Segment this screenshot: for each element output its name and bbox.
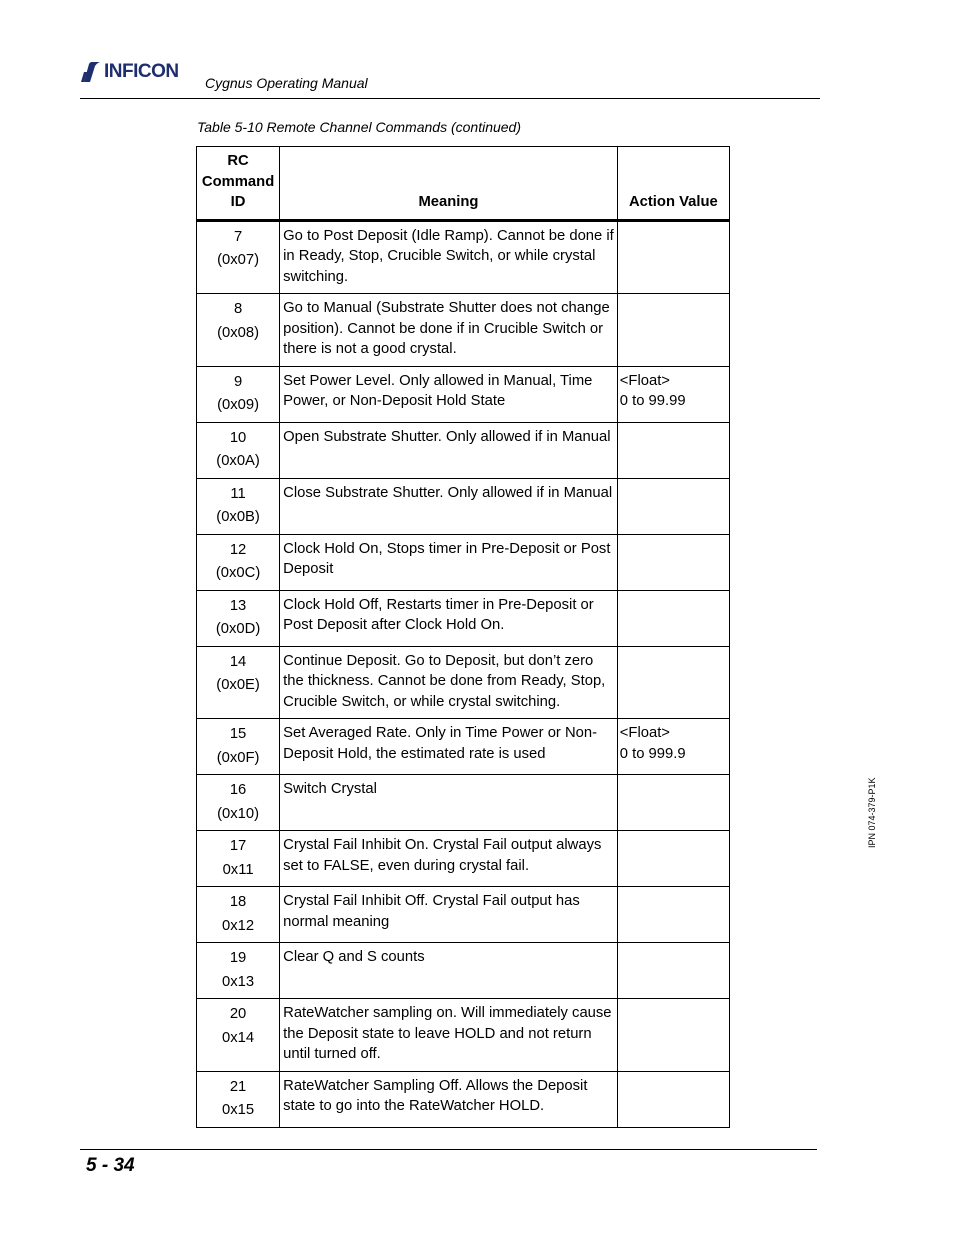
meaning-cell: Close Substrate Shutter. Only allowed if in Manual (280, 478, 618, 534)
header-id-line: RC (227, 153, 249, 169)
remote-channel-commands-table (196, 146, 730, 1128)
command-id-cell (197, 831, 280, 887)
action-value-cell (617, 719, 729, 775)
command-id: 7 (233, 228, 243, 245)
meaning-cell: Go to Manual (Substrate Shutter does not change position). Cannot be done if in Crucible Switch or there is not a good crystal. (280, 294, 618, 367)
command-hex-id: (0x10) (217, 805, 260, 822)
table-row (197, 646, 730, 719)
command-hex-id: (0x0A) (216, 453, 260, 469)
ipn-label: IPN 074-379-P1K (867, 777, 877, 848)
table-row (197, 775, 730, 831)
command-hex-id: (0x0D) (215, 621, 261, 637)
header-rc-command-id (197, 147, 280, 221)
meaning-cell: Set Averaged Rate. Only in Time Power or Non-Deposit Hold, the estimated rate is used (280, 719, 618, 775)
command-hex-id: (0x0F) (216, 749, 260, 766)
command-id: 12 (229, 541, 247, 558)
meaning-cell: RateWatcher Sampling Off. Allows the Deposit state to go into the RateWatcher HOLD. (280, 1071, 618, 1127)
command-id: 15 (229, 726, 247, 742)
command-id: 11 (230, 485, 246, 502)
meaning-cell: Crystal Fail Inhibit On. Crystal Fail output always set to FALSE, even during crystal fail. (280, 831, 618, 887)
command-id-cell (197, 534, 280, 590)
table-row (197, 220, 730, 294)
command-id-cell (197, 478, 280, 534)
command-id-cell (197, 943, 280, 999)
table-header-row (197, 147, 730, 221)
action-value-cell (617, 294, 729, 367)
action-value-type: <Float> (619, 725, 670, 741)
command-hex-id: 0x12 (222, 917, 255, 934)
footer-divider (80, 1149, 817, 1150)
action-value-cell (617, 590, 729, 646)
header-meaning: Meaning (280, 147, 618, 221)
inficon-logo-icon (80, 61, 102, 83)
page-number: 5 - 34 (86, 1155, 135, 1176)
meaning-cell: Clock Hold On, Stops timer in Pre-Deposit or Post Deposit (280, 534, 618, 590)
table-row (197, 719, 730, 775)
command-hex-id: 0x11 (222, 861, 254, 878)
command-id: 8 (233, 301, 243, 317)
table-row (197, 478, 730, 534)
command-id: 14 (229, 653, 247, 670)
header-divider (80, 98, 820, 99)
command-id-cell (197, 422, 280, 478)
command-id: 10 (229, 429, 247, 446)
command-id-cell (197, 887, 280, 943)
table-row (197, 294, 730, 367)
command-hex-id: (0x07) (217, 252, 260, 268)
command-id: 20 (229, 1006, 247, 1022)
table-row (197, 1071, 730, 1127)
table-row (197, 534, 730, 590)
command-hex-id: (0x09) (217, 397, 260, 413)
action-value-cell (617, 478, 729, 534)
meaning-cell: Crystal Fail Inhibit Off. Crystal Fail output has normal meaning (280, 887, 618, 943)
logo-text: INFICON (104, 61, 179, 82)
meaning-cell: Go to Post Deposit (Idle Ramp). Cannot be done if in Ready, Stop, Crucible Switch, or while crystal switching. (280, 220, 618, 294)
command-id: 21 (229, 1078, 247, 1095)
inficon-logo (80, 60, 179, 84)
action-value-cell (617, 646, 729, 719)
table-row (197, 366, 730, 422)
meaning-cell: RateWatcher sampling on. Will immediately cause the Deposit state to leave HOLD and not return until turned off. (280, 999, 618, 1072)
meaning-cell: Clear Q and S counts (280, 943, 618, 999)
action-value-cell (617, 1071, 729, 1127)
table-row (197, 590, 730, 646)
command-hex-id: 0x15 (222, 1102, 255, 1118)
action-value-cell (617, 999, 729, 1072)
command-id-cell (197, 366, 280, 422)
table-row (197, 887, 730, 943)
action-value-cell (617, 220, 729, 294)
action-value-type: <Float> (619, 372, 670, 389)
action-value-cell (617, 534, 729, 590)
command-hex-id: (0x08) (217, 324, 260, 341)
table-caption: Table 5-10 Remote Channel Commands (continued) (197, 119, 521, 135)
meaning-cell: Open Substrate Shutter. Only allowed if in Manual (280, 422, 618, 478)
command-hex-id: (0x0B) (216, 509, 260, 525)
command-id-cell (197, 999, 280, 1072)
command-id: 19 (229, 950, 247, 966)
meaning-cell: Switch Crystal (280, 775, 618, 831)
table-row (197, 999, 730, 1072)
action-value-cell (617, 366, 729, 422)
action-value-cell (617, 943, 729, 999)
command-id: 18 (229, 894, 247, 910)
command-hex-id: (0x0E) (216, 677, 260, 693)
command-id-cell (197, 294, 280, 367)
command-id-cell (197, 775, 280, 831)
header-id-line: ID (230, 194, 246, 210)
action-value-cell (617, 422, 729, 478)
command-id: 16 (229, 782, 247, 798)
command-id-cell (197, 220, 280, 294)
table-row (197, 422, 730, 478)
header-action-value: Action Value (617, 147, 729, 221)
action-value-range: 0 to 99.99 (619, 393, 686, 409)
command-id: 9 (233, 373, 243, 390)
command-id: 17 (229, 838, 247, 854)
meaning-cell: Set Power Level. Only allowed in Manual, Time Power, or Non-Deposit Hold State (280, 366, 618, 422)
command-id: 13 (229, 597, 247, 614)
meaning-cell: Continue Deposit. Go to Deposit, but don’t zero the thickness. Cannot be done from Ready, Stop, Crucible Switch, or while crystal switching. (280, 646, 618, 719)
command-id-cell (197, 1071, 280, 1127)
header-id-line: Command (201, 173, 275, 190)
table-row (197, 943, 730, 999)
command-id-cell (197, 590, 280, 646)
action-value-cell (617, 887, 729, 943)
manual-title: Cygnus Operating Manual (205, 75, 368, 91)
command-hex-id: 0x13 (222, 973, 255, 990)
table-row (197, 831, 730, 887)
command-id-cell (197, 646, 280, 719)
meaning-cell: Clock Hold Off, Restarts timer in Pre-Deposit or Post Deposit after Clock Hold On. (280, 590, 618, 646)
command-hex-id: (0x0C) (215, 565, 261, 581)
action-value-cell (617, 775, 729, 831)
action-value-cell (617, 831, 729, 887)
command-id-cell (197, 719, 280, 775)
action-value-range: 0 to 999.9 (619, 745, 686, 762)
command-hex-id: 0x14 (222, 1029, 255, 1046)
